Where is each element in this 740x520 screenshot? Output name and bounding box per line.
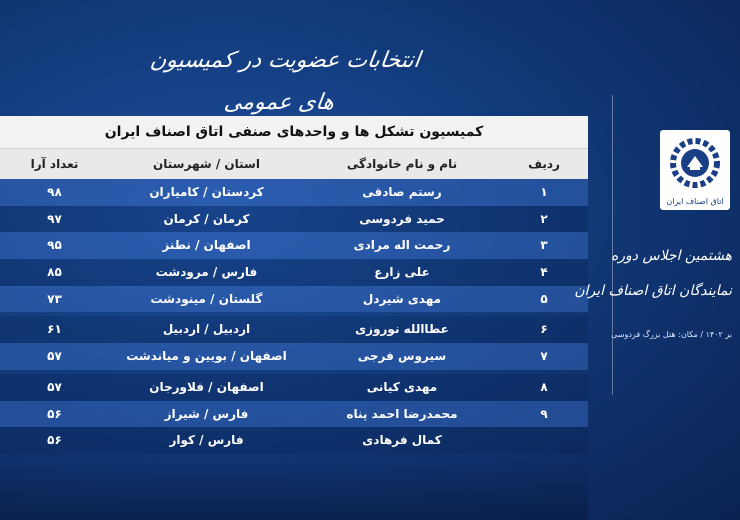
cell-name: علی زارع bbox=[374, 265, 430, 280]
cell-name: رحمت اله مرادی bbox=[353, 238, 451, 253]
table-row bbox=[0, 427, 588, 454]
cell-rank bbox=[500, 427, 588, 454]
cell-province: فارس / مرودشت bbox=[155, 265, 258, 280]
event-title-line-1: هشتمین اجلاس دوره bbox=[610, 248, 732, 264]
cell-rank: ۱ bbox=[540, 185, 548, 199]
table-row bbox=[0, 259, 588, 286]
col-header-province: استان / شهرستان bbox=[153, 157, 260, 171]
cell-province: اردبیل / اردبیل bbox=[162, 322, 251, 337]
cell-rank: ۷ bbox=[540, 349, 548, 364]
cell-province: اصفهان / فلاورجان bbox=[149, 379, 264, 394]
cell-votes: ۹۷ bbox=[47, 211, 62, 226]
cell-province: گلستان / مینودشت bbox=[150, 291, 263, 306]
cell-name: مهدی کیانی bbox=[366, 379, 438, 394]
table-row bbox=[0, 343, 588, 370]
table-header-row bbox=[0, 148, 588, 179]
cell-name: سیروس فرجی bbox=[357, 349, 447, 364]
cell-votes: ۵۶ bbox=[47, 433, 62, 448]
cell-rank: ۲ bbox=[540, 211, 548, 226]
cell-name: حمید فردوسی bbox=[359, 211, 445, 226]
table-row bbox=[0, 286, 588, 313]
table-row bbox=[0, 316, 588, 343]
table-row bbox=[0, 374, 588, 401]
logo bbox=[660, 130, 730, 210]
cell-votes: ۷۳ bbox=[47, 291, 62, 306]
event-title-line-2: نمایندگان اتاق اصناف ایران bbox=[574, 283, 732, 299]
cell-name: رستم صادقی bbox=[362, 185, 442, 199]
table-title: کمیسیون تشکل ها و واحدهای صنفی اتاق اصناف ایران bbox=[0, 116, 588, 148]
col-header-votes: تعداد آرا bbox=[30, 157, 79, 171]
table-row bbox=[0, 206, 588, 233]
cell-rank: ۸ bbox=[540, 379, 548, 394]
table-row bbox=[0, 401, 588, 428]
cell-votes: ۸۵ bbox=[47, 265, 62, 280]
cell-rank: ۹ bbox=[540, 406, 548, 421]
cell-province: فارس / شیراز bbox=[164, 406, 249, 421]
script-title: انتخابات عضویت در کمیسیون های عمومی bbox=[148, 48, 422, 115]
cell-province: اصفهان / بویین و میاندشت bbox=[126, 349, 287, 364]
cell-province: کردستان / کامیاران bbox=[149, 185, 264, 199]
table-row bbox=[0, 179, 588, 206]
cell-votes: ۹۵ bbox=[47, 238, 62, 253]
cell-rank: ۵ bbox=[540, 291, 548, 306]
cell-rank: ۴ bbox=[540, 265, 548, 280]
footer-fade bbox=[0, 460, 588, 520]
cell-name: عطاالله نوروزی bbox=[355, 322, 449, 337]
data-table bbox=[0, 116, 588, 454]
cell-votes: ۵۷ bbox=[47, 349, 62, 364]
logo-caption: اتاق اصناف ایران bbox=[666, 197, 724, 206]
col-header-rank: ردیف bbox=[528, 157, 560, 171]
right-divider bbox=[612, 95, 613, 395]
cell-name: محمدرضا احمد پناه bbox=[346, 406, 458, 421]
event-meta: بر ۱۴۰۲ / مکان: هتل بزرگ فردوسی bbox=[611, 330, 732, 339]
cell-votes: ۵۶ bbox=[47, 406, 62, 421]
cell-rank: ۶ bbox=[540, 322, 548, 337]
cell-province: کرمان / کرمان bbox=[163, 211, 250, 226]
cell-rank: ۳ bbox=[540, 238, 548, 253]
cell-name: کمال فرهادی bbox=[362, 433, 442, 448]
cell-province: اصفهان / نطنز bbox=[162, 238, 251, 253]
cell-votes: ۹۸ bbox=[47, 185, 62, 199]
cell-name: مهدی شیردل bbox=[362, 291, 442, 306]
guild-emblem-icon bbox=[668, 136, 722, 190]
cell-votes: ۶۱ bbox=[47, 322, 62, 337]
table-row bbox=[0, 232, 588, 259]
cell-province: فارس / کوار bbox=[169, 433, 244, 448]
col-header-name: نام و نام خانوادگی bbox=[346, 157, 458, 171]
cell-votes: ۵۷ bbox=[47, 379, 62, 394]
